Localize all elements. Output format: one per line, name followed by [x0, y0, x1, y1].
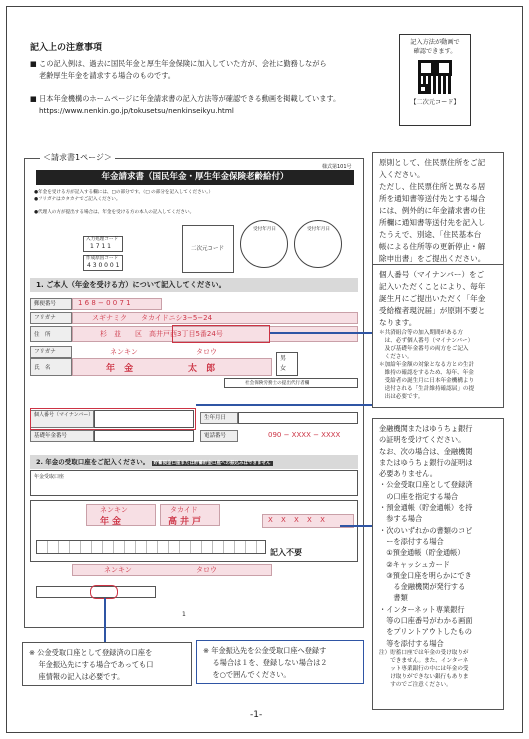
form-section-label: ＜請求書1ページ＞: [40, 152, 115, 163]
arrow-address: [270, 332, 372, 334]
address-kana-label: フリガナ: [30, 312, 72, 324]
note-bullet2-line1: ■ 日本年金機構のホームページに年金請求書の記入方法等が確認できる動画を掲載しています。: [30, 94, 341, 103]
text-line: る金融機関が発行する: [379, 582, 466, 592]
text-line: ＊加給年金額の対象となる方との生計: [379, 362, 475, 368]
text-line: 受給権者現況届」が原則不要と: [379, 306, 486, 315]
text-line: ②キャッシュカード: [379, 559, 450, 569]
text-line: の証明を受けてください。: [379, 435, 466, 445]
zip-label: 郵便番号: [30, 298, 72, 310]
text-line: け取りができない銀行もありま: [379, 673, 469, 680]
text-line: ただし、住民票住所と異なる居: [379, 182, 486, 191]
text-line: 送付される「生計維持確認届」の提: [379, 386, 475, 392]
text-line: できません。また、インターネ: [379, 657, 469, 664]
text-line: の口座を指定する場合: [379, 491, 459, 501]
text-line: 出は必要です。: [379, 394, 424, 400]
name-label: 氏 名: [30, 358, 72, 376]
name-kana-sei: ネンキン: [110, 348, 138, 356]
nijigen-code-label: 二次元コード: [191, 246, 225, 252]
text-line: たうえで、別途、「住民基本台: [379, 230, 482, 239]
callout-address: [372, 152, 504, 268]
callout-bank-text: [379, 423, 497, 649]
address-highlight: [172, 325, 270, 343]
text-line: ット専業銀行の中には年金の受: [379, 665, 469, 672]
section-2-title: 2. 年金の受取口座をご記入ください。: [36, 458, 150, 466]
text-line: 金融機関またはゆうちょ銀行: [379, 424, 473, 433]
bottom-note-kokin: [22, 642, 192, 686]
qr-code-icon[interactable]: [418, 60, 452, 94]
text-line: 及び基礎年金番号の両方をご記入: [379, 346, 469, 352]
kiso-field[interactable]: [94, 430, 194, 442]
text-line: 除申出書」をご提出ください。: [379, 254, 486, 263]
text-line: なお、次の場合は、金融機関: [379, 446, 473, 456]
text-line: 記入いただくことにより、毎年: [379, 282, 486, 291]
text-line: 等を添付する場合: [379, 638, 444, 648]
text-line: 注）貯蓄口座では年金の受け取りが: [379, 649, 469, 656]
stamp-label-1: 受付年月日: [253, 227, 276, 232]
birth-field[interactable]: [238, 412, 358, 424]
section-2-bar: [30, 455, 358, 469]
holder-kana-mei: タロウ: [196, 566, 217, 574]
text-line: ③預金口座を明らかにでき: [379, 570, 472, 580]
text-line: をプリントアウトしたもの: [379, 627, 472, 637]
yucho-number-field[interactable]: [36, 540, 266, 554]
text-line: ①預金通帳（貯金通帳）: [379, 548, 465, 558]
text-line: ・預金通帳（貯金通帳）を持: [379, 503, 473, 513]
callout-mynumber-foot: [379, 329, 497, 401]
text-line: 座情報の記入は必要です。: [29, 672, 125, 681]
process-code-box: [83, 236, 123, 252]
holder-kana-field[interactable]: [72, 564, 272, 576]
koza-label: 年金受取口座: [34, 474, 65, 480]
text-line: 維持の確認をするため、毎年、年金: [379, 370, 474, 376]
text-line: すのでご注意ください。: [379, 681, 452, 688]
text-line: を○で囲んでください。: [203, 670, 291, 679]
bank-kana: ネンキン: [100, 506, 128, 514]
callout-bank-foot: [379, 649, 497, 689]
text-line: 年金振込先にする場合であっても口: [29, 660, 154, 669]
note-bullet1-line1: ■ この記入例は、過去に国民年金と厚生年金保険に加入していた方が、会社に勤務しながら: [30, 59, 327, 68]
text-line: 所を通知書等送付先とする場合: [379, 194, 486, 203]
cause-code-box: [83, 255, 123, 271]
mynumber-label: 個人番号（マイナンバー）: [30, 410, 94, 428]
stamp-circle-2: [294, 220, 342, 268]
kinyu-fuyo-label: 記入不要: [270, 548, 302, 557]
text-line: 受給者の誕生月に日本年金機構より: [379, 378, 475, 384]
qr-caption-1: 記入方法が動画で: [410, 39, 460, 46]
zip-value: 1 6 8 − 0 0 7 1: [78, 299, 131, 307]
form-title: 年金請求書（国民年金・厚生年金保険老齢給付）: [36, 170, 354, 185]
mynumber-highlight: [30, 408, 196, 430]
kiso-label: 基礎年金番号: [30, 430, 94, 442]
text-line: またはゆうちょ銀行の証明は: [379, 457, 473, 467]
gender-box[interactable]: [276, 352, 298, 376]
name-kana-label: フリガナ: [30, 346, 72, 358]
text-line: は、必ず個人番号（マイナンバー）: [379, 338, 474, 344]
page-number: -1-: [250, 710, 263, 720]
text-line: 書類: [379, 593, 408, 603]
branch-name: 高井戸: [168, 517, 205, 527]
name-sei: 年 金: [106, 364, 137, 374]
text-line: 必要ありません。: [379, 469, 437, 479]
kokin-choice-highlight: [90, 585, 118, 599]
arrow-bank: [340, 525, 372, 527]
phone-value: 090 − XXXX − XXXX: [268, 431, 341, 439]
bottom-note-choice: [196, 640, 364, 684]
process-code-label: 入力処理コード: [86, 237, 119, 242]
text-line: ・公金受取口座として登録済: [379, 480, 473, 490]
address-label: 住 所: [30, 326, 72, 342]
text-line: 帳による住所等の更新停止・解: [379, 242, 486, 251]
notes-title: 記入上の注意事項: [30, 43, 103, 53]
text-line: ＊共済組合等の加入期間がある方: [379, 330, 463, 336]
gender-male: 男: [280, 355, 287, 362]
note-url[interactable]: https://www.nenkin.go.jp/tokusetsu/nenkinseikyu.html: [39, 106, 234, 115]
text-line: 等の口座番号がわかる画面: [379, 616, 473, 626]
qr-box: [399, 34, 471, 126]
text-line: る場合は１を、登録しない場合は２: [203, 658, 328, 667]
bottom-note-choice-text: [203, 645, 357, 681]
instruction-2: ●フリガナはカタカナでご記入ください。: [34, 197, 121, 202]
phone-label: 電話番号: [200, 430, 238, 442]
bottom-note-kokin-text: [29, 647, 185, 683]
text-line: 個人番号（マイナンバー）をご: [379, 270, 485, 279]
branch-kana: タカイド: [170, 506, 198, 514]
callout-bank: [372, 418, 504, 710]
text-line: ください。: [379, 354, 413, 360]
gender-female: 女: [280, 365, 287, 372]
form-number: 様式第101号: [322, 164, 352, 170]
section-2-note: 貯蓄預金口座または貯蓄貯金口座への振込みはできません: [153, 461, 271, 466]
section-1-bar: 1. ご本人（年金を受ける方）について記入してください。: [30, 278, 358, 292]
sharoushi-box: [224, 378, 358, 388]
text-line: には、例外的に年金請求書の住: [379, 206, 486, 215]
text-line: ーを添付する場合: [379, 536, 444, 546]
arrow-mynumber: [196, 404, 372, 406]
callout-mynumber-text: [379, 269, 497, 329]
text-line: 所欄に通知書等送付先を記入し: [379, 218, 486, 227]
qr-caption-2: 確認できます。: [413, 48, 457, 55]
sharoushi-label: 社会保険労務士の提出代行者欄: [245, 381, 310, 386]
text-line: ※ 公金受取口座として登録済の口座を: [29, 648, 153, 657]
address-kana-value: スギナミク タカイドニシ3−5−24: [92, 314, 213, 322]
arrow-choice: [104, 598, 106, 642]
form-bottom-ref: 1: [182, 611, 186, 618]
instruction-3: ●代理人の方が提出する場合は、年金を受ける方の本人の記入してください。: [34, 210, 195, 215]
text-line: 入ください。: [379, 170, 425, 179]
cause-code-value: 4 3 0 0 0 1: [87, 262, 120, 269]
nijigen-code-box: [182, 225, 234, 273]
holder-kana-sei: ネンキン: [104, 566, 132, 574]
bank-name: 年金: [100, 517, 125, 527]
stamp-circle-1: [240, 220, 288, 268]
text-line: 誕生月にご提出いただく「年金: [379, 294, 486, 303]
text-line: ・インターネット専業銀行: [379, 604, 465, 614]
text-line: なります。: [379, 318, 417, 327]
callout-address-text: [379, 157, 497, 265]
note-bullet1-line2: 老齢厚生年金を請求する場合のものです。: [39, 71, 175, 80]
name-kana-mei: タロウ: [196, 348, 217, 356]
birth-label: 生年月日: [200, 412, 238, 424]
qr-label: 【二次元コード】: [410, 99, 460, 106]
instruction-1: ●年金を受ける方が記入する欄には、□の部分です。（□ の部分を記入してください。）: [34, 190, 214, 195]
text-line: 原則として、住民票住所をご記: [379, 158, 486, 167]
text-line: 参する場合: [379, 514, 423, 524]
address-value: 杉 並 区 高井戸西3丁目5番24号: [100, 330, 223, 338]
name-field[interactable]: [72, 358, 272, 376]
cause-code-label: 作成原因コード: [86, 256, 119, 261]
koza-kind-box[interactable]: [30, 470, 358, 496]
account-number-value: X X X X X: [268, 516, 328, 524]
name-mei: 太 郎: [188, 364, 219, 374]
process-code-value: 1 7 1 1: [90, 243, 111, 250]
text-line: ※ 年金振込先を公金受取口座へ登録す: [203, 646, 327, 655]
callout-mynumber: [372, 264, 504, 408]
stamp-label-2: 受付年月日: [307, 227, 330, 232]
text-line: ・次のいずれかの書類のコピ: [379, 525, 473, 535]
